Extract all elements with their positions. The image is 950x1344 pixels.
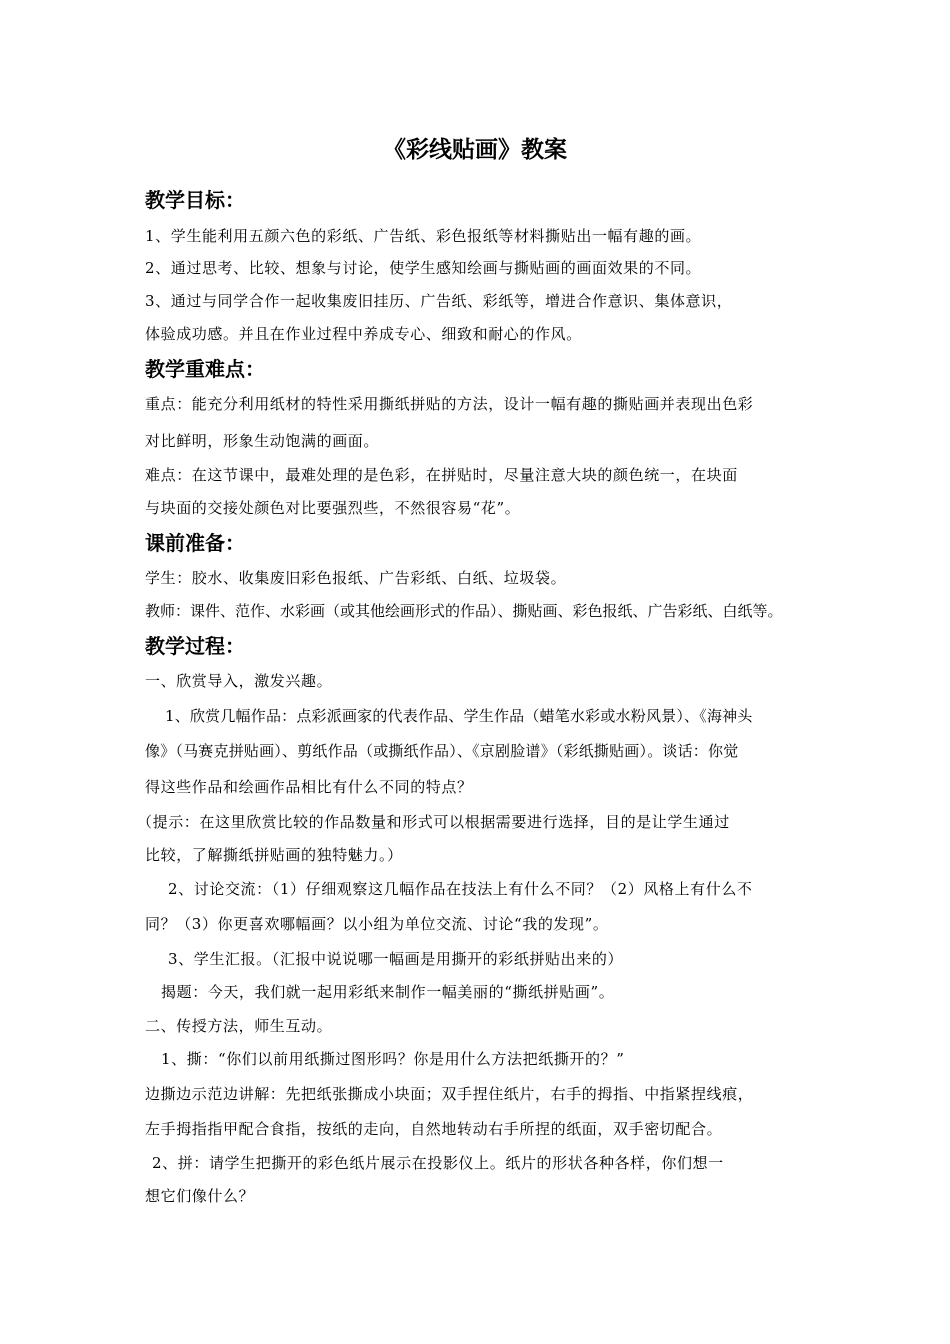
process-line-2: 1、欣赏几幅作品：点彩派画家的代表作品、学生作品（蜡笔水彩或水粉风景）、《海神头 <box>165 707 753 725</box>
process-heading: 教学过程： <box>145 634 245 658</box>
key-point-line-4: 与块面的交接处颜色对比要强烈些，不然很容易“花”。 <box>145 499 521 517</box>
process-line-1: 一、欣赏导入，激发兴趣。 <box>145 672 333 690</box>
preparation-heading: 课前准备： <box>145 531 245 555</box>
process-line-6: 比较，了解撕纸拼贴画的独特魅力。） <box>145 846 403 864</box>
process-line-11: 二、传授方法，师生互动。 <box>145 1017 333 1035</box>
document-title: 《彩线贴画》教案 <box>383 137 567 163</box>
key-points-heading: 教学重难点： <box>145 357 265 381</box>
objective-line-4: 体验成功感。并且在作业过程中养成专心、细致和耐心的作风。 <box>145 325 582 343</box>
preparation-line-2: 教师：课件、范作、水彩画（或其他绘画形式的作品）、撕贴画、彩色报纸、广告彩纸、白纸等。 <box>145 602 783 620</box>
key-point-line-1: 重点：能充分利用纸材的特性采用撕纸拼贴的方法，设计一幅有趣的撕贴画并表现出色彩 <box>145 395 754 413</box>
process-line-5: （提示：在这里欣赏比较的作品数量和形式可以根据需要进行选择，目的是让学生通过 <box>137 813 730 831</box>
process-line-14: 左手拇指指甲配合食指，按纸的走向，自然地转动右手所捏的纸面，双手密切配合。 <box>145 1120 723 1138</box>
process-line-16: 想它们像什么？ <box>145 1187 255 1205</box>
process-line-4: 得这些作品和绘画作品相比有什么不同的特点？ <box>145 778 473 796</box>
preparation-line-1: 学生：胶水、收集废旧彩色报纸、广告彩纸、白纸、垃圾袋。 <box>145 569 567 587</box>
process-line-7: 2、讨论交流：（1）仔细观察这几幅作品在技法上有什么不同？（2）风格上有什么不 <box>168 880 753 898</box>
objectives-heading: 教学目标： <box>145 188 245 212</box>
objective-line-1: 1、学生能利用五颜六色的彩纸、广告纸、彩色报纸等材料撕贴出一幅有趣的画。 <box>145 227 702 245</box>
process-line-9: 3、学生汇报。（汇报中说说哪一幅画是用撕开的彩纸拼贴出来的） <box>168 950 624 968</box>
process-line-15: 2、拼：请学生把撕开的彩色纸片展示在投影仪上。纸片的形状各种各样，你们想一 <box>152 1154 724 1172</box>
process-line-8: 同？（3）你更喜欢哪幅画？以小组为单位交流、讨论“我的发现”。 <box>145 915 609 933</box>
process-line-3: 像》（马赛克拼贴画）、剪纸作品（或撕纸作品）、《京剧脸谱》（彩纸撕贴画）。谈话：你觉 <box>145 742 739 760</box>
process-line-13: 边撕边示范边讲解：先把纸张撕成小块面；双手捏住纸片，右手的拇指、中指紧捏线痕， <box>145 1085 754 1103</box>
objective-line-2: 2、通过思考、比较、想象与讨论，使学生感知绘画与撕贴画的画面效果的不同。 <box>145 259 702 277</box>
objective-line-3: 3、通过与同学合作一起收集废旧挂历、广告纸、彩纸等，增进合作意识、集体意识， <box>145 292 733 310</box>
key-point-line-2: 对比鲜明，形象生动饱满的画面。 <box>145 432 380 450</box>
key-point-line-3: 难点：在这节课中，最难处理的是色彩，在拼贴时，尽量注意大块的颜色统一，在块面 <box>145 466 738 484</box>
process-line-12: 1、撕：“你们以前用纸撕过图形吗？你是用什么方法把纸撕开的？” <box>161 1050 625 1068</box>
process-line-10: 揭题：今天，我们就一起用彩纸来制作一幅美丽的“撕纸拼贴画”。 <box>161 983 615 1001</box>
